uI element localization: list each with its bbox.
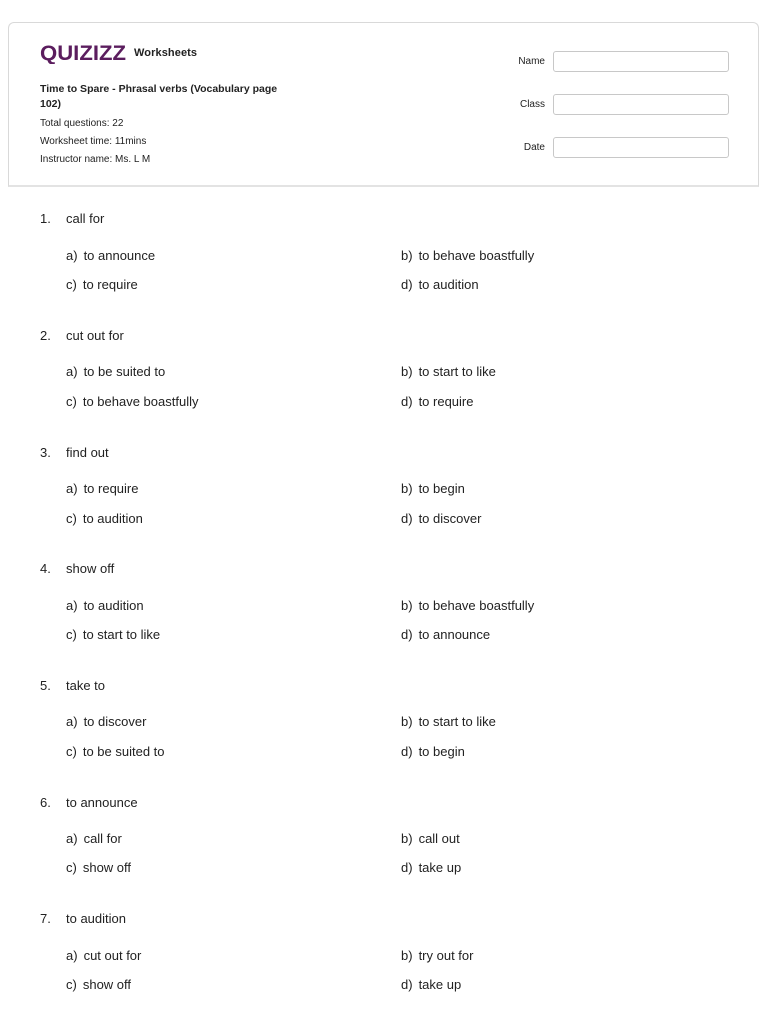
option-a[interactable] bbox=[66, 481, 138, 496]
option-text: to announce bbox=[83, 248, 156, 263]
worksheet-title: Time to Spare - Phrasal verbs (Vocabulary page 102) bbox=[40, 83, 278, 110]
option-text: to behave boastfully bbox=[418, 598, 535, 613]
option-letter: b) bbox=[401, 714, 413, 729]
option-d[interactable] bbox=[401, 511, 481, 526]
option-c[interactable] bbox=[66, 627, 160, 642]
option-letter: d) bbox=[401, 511, 413, 526]
option-c[interactable] bbox=[66, 511, 143, 526]
question-number: 5. bbox=[40, 678, 51, 693]
option-letter: d) bbox=[401, 744, 413, 759]
option-letter: b) bbox=[401, 948, 413, 963]
option-letter: a) bbox=[66, 714, 78, 729]
question-number: 7. bbox=[40, 911, 51, 926]
option-text: to begin bbox=[418, 744, 465, 759]
worksheet-info bbox=[40, 82, 280, 169]
option-c[interactable] bbox=[66, 277, 138, 292]
option-letter: b) bbox=[401, 481, 413, 496]
class-row bbox=[465, 94, 729, 115]
option-text: take up bbox=[418, 860, 462, 875]
option-a[interactable] bbox=[66, 598, 144, 613]
option-letter: d) bbox=[401, 977, 413, 992]
instructor-name: Instructor name: Ms. L M bbox=[40, 154, 151, 165]
option-text: cut out for bbox=[83, 948, 142, 963]
question-text: to announce bbox=[66, 795, 138, 810]
option-letter: b) bbox=[401, 248, 413, 263]
option-b[interactable] bbox=[401, 598, 534, 613]
option-c[interactable] bbox=[66, 394, 198, 409]
question-text: call for bbox=[66, 211, 105, 226]
total-questions: Total questions: 22 bbox=[40, 118, 124, 129]
option-b[interactable] bbox=[401, 248, 534, 263]
name-row bbox=[465, 51, 729, 72]
option-a[interactable] bbox=[66, 714, 146, 729]
option-letter: c) bbox=[66, 744, 77, 759]
option-letter: a) bbox=[66, 481, 78, 496]
option-a[interactable] bbox=[66, 831, 122, 846]
option-text: to announce bbox=[418, 627, 491, 642]
option-text: to audition bbox=[83, 598, 144, 613]
option-a[interactable] bbox=[66, 948, 141, 963]
class-field[interactable] bbox=[553, 94, 729, 115]
brand bbox=[40, 42, 197, 64]
svg-text:QUIZIZZ: QUIZIZZ bbox=[40, 42, 127, 64]
option-text: to start to like bbox=[82, 627, 161, 642]
option-b[interactable] bbox=[401, 364, 496, 379]
option-letter: a) bbox=[66, 598, 78, 613]
option-letter: d) bbox=[401, 627, 413, 642]
option-letter: b) bbox=[401, 598, 413, 613]
option-text: to discover bbox=[83, 714, 147, 729]
option-text: to begin bbox=[418, 481, 465, 496]
option-letter: d) bbox=[401, 277, 413, 292]
quizizz-logo bbox=[40, 42, 127, 64]
option-d[interactable] bbox=[401, 860, 461, 875]
question-text: cut out for bbox=[66, 328, 124, 343]
option-text: call for bbox=[83, 831, 122, 846]
option-letter: d) bbox=[401, 394, 413, 409]
option-letter: c) bbox=[66, 277, 77, 292]
option-b[interactable] bbox=[401, 831, 460, 846]
option-b[interactable] bbox=[401, 481, 465, 496]
option-text: show off bbox=[82, 860, 132, 875]
question-number: 1. bbox=[40, 211, 51, 226]
option-b[interactable] bbox=[401, 714, 496, 729]
brand-label: Worksheets bbox=[134, 47, 198, 59]
option-text: call out bbox=[418, 831, 460, 846]
option-d[interactable] bbox=[401, 394, 473, 409]
option-text: to behave boastfully bbox=[82, 394, 199, 409]
option-text: try out for bbox=[418, 948, 474, 963]
option-letter: c) bbox=[66, 860, 77, 875]
option-text: to require bbox=[83, 481, 139, 496]
option-c[interactable] bbox=[66, 744, 165, 759]
question-number: 6. bbox=[40, 795, 51, 810]
worksheet-time: Worksheet time: 11mins bbox=[40, 136, 147, 147]
option-d[interactable] bbox=[401, 744, 465, 759]
option-text: to start to like bbox=[418, 364, 496, 379]
option-letter: c) bbox=[66, 394, 77, 409]
option-d[interactable] bbox=[401, 977, 461, 992]
option-letter: c) bbox=[66, 977, 77, 992]
option-text: to start to like bbox=[418, 714, 496, 729]
option-text: to require bbox=[418, 394, 474, 409]
option-d[interactable] bbox=[401, 627, 490, 642]
option-text: to be suited to bbox=[82, 744, 165, 759]
option-text: to audition bbox=[418, 277, 479, 292]
option-letter: c) bbox=[66, 627, 77, 642]
option-text: to be suited to bbox=[83, 364, 166, 379]
option-c[interactable] bbox=[66, 860, 131, 875]
date-row bbox=[465, 137, 729, 158]
option-letter: a) bbox=[66, 364, 78, 379]
option-a[interactable] bbox=[66, 364, 165, 379]
option-letter: a) bbox=[66, 948, 78, 963]
option-text: to behave boastfully bbox=[418, 248, 535, 263]
name-label: Name bbox=[518, 56, 545, 67]
date-field[interactable] bbox=[553, 137, 729, 158]
question-number: 2. bbox=[40, 328, 51, 343]
name-field[interactable] bbox=[553, 51, 729, 72]
option-b[interactable] bbox=[401, 948, 473, 963]
option-letter: a) bbox=[66, 248, 78, 263]
question-text: to audition bbox=[66, 911, 126, 926]
option-text: take up bbox=[418, 977, 462, 992]
option-text: to require bbox=[82, 277, 138, 292]
option-text: show off bbox=[82, 977, 132, 992]
question-number: 4. bbox=[40, 561, 51, 576]
worksheet-header bbox=[8, 22, 759, 187]
option-letter: b) bbox=[401, 831, 413, 846]
class-label: Class bbox=[519, 99, 545, 110]
question-text: find out bbox=[66, 445, 109, 460]
option-letter: b) bbox=[401, 364, 413, 379]
option-letter: a) bbox=[66, 831, 78, 846]
option-text: to audition bbox=[82, 511, 143, 526]
question-text: show off bbox=[66, 561, 115, 576]
question-text: take to bbox=[66, 678, 106, 693]
question-number: 3. bbox=[40, 445, 51, 460]
option-a[interactable] bbox=[66, 248, 155, 263]
option-letter: d) bbox=[401, 860, 413, 875]
option-letter: c) bbox=[66, 511, 77, 526]
date-label: Date bbox=[523, 142, 545, 153]
option-text: to discover bbox=[418, 511, 482, 526]
option-c[interactable] bbox=[66, 977, 131, 992]
option-d[interactable] bbox=[401, 277, 479, 292]
